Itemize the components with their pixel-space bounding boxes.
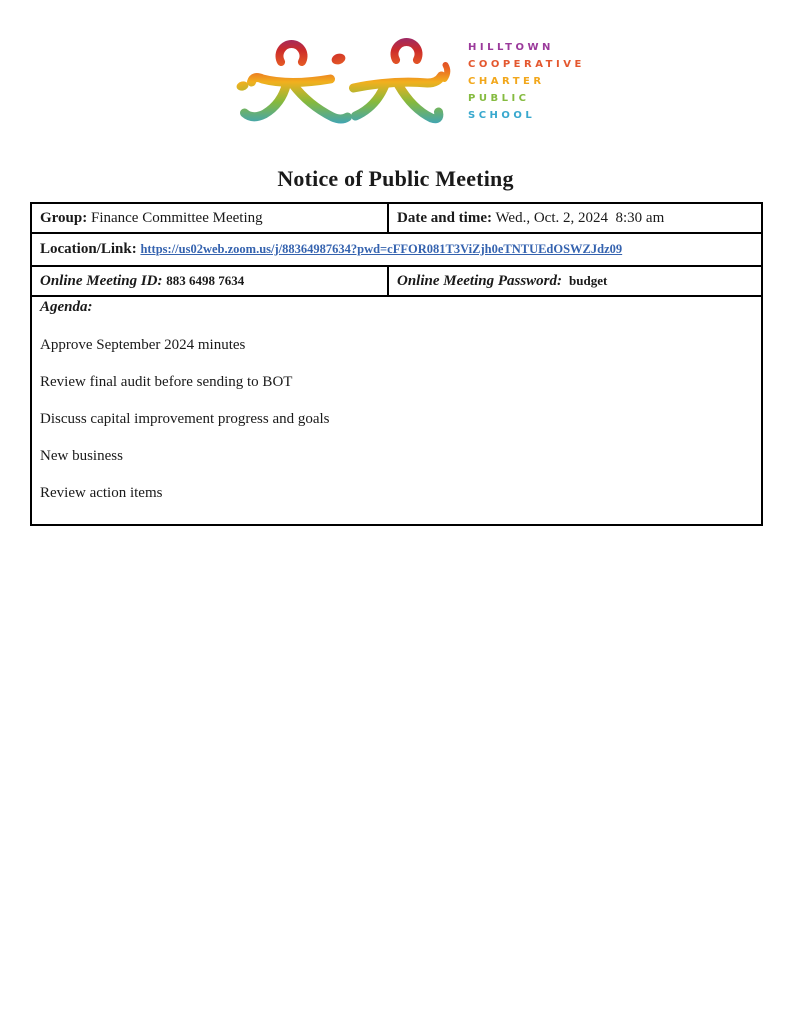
password-value: budget (565, 272, 608, 288)
datetime-value: Wed., Oct. 2, 2024 8:30 am (495, 209, 665, 226)
table-row (31, 266, 762, 296)
zoom-link[interactable]: https://us02web.zoom.us/j/88364987634?pwd=cFFOR081T3ViZjh0eTNTUEdOSWZJdz09 (140, 242, 623, 256)
group-cell (31, 203, 388, 233)
table-row (31, 296, 762, 525)
logo-line-1: COOPERATIVE (468, 59, 585, 70)
password-label: Online Meeting Password: (397, 272, 563, 289)
location-label: Location/Link: (40, 241, 137, 257)
school-logo (232, 30, 585, 130)
group-label: Group: (40, 209, 88, 226)
meeting-id-cell (31, 266, 388, 296)
table-row (31, 233, 762, 266)
location-cell (31, 233, 762, 266)
school-name (468, 39, 585, 124)
agenda-cell (31, 296, 762, 525)
agenda-label: Agenda: (40, 299, 93, 315)
page-title: Notice of Public Meeting (277, 166, 514, 191)
group-value: Finance Committee Meeting (90, 209, 263, 226)
datetime-cell (388, 203, 762, 233)
logo-line-3: PUBLIC (468, 93, 530, 104)
logo-line-0: HILLTOWN (468, 42, 554, 53)
logo-line-4: SCHOOL (468, 110, 536, 121)
password-cell (388, 266, 762, 296)
agenda-item: Approve September 2024 minutes (40, 337, 246, 353)
meeting-id-label: Online Meeting ID: (40, 272, 163, 289)
meeting-id-value: 883 6498 7634 (166, 272, 245, 288)
datetime-label: Date and time: (397, 209, 492, 226)
meeting-info-table (30, 202, 763, 526)
dancing-figures-icon (232, 30, 452, 130)
agenda-item: New business (40, 448, 123, 464)
agenda-item: Review action items (40, 485, 163, 501)
agenda-item: Review final audit before sending to BOT (40, 374, 293, 390)
logo-line-2: CHARTER (468, 76, 545, 87)
table-row (31, 203, 762, 233)
agenda-item: Discuss capital improvement progress and goals (40, 411, 330, 427)
